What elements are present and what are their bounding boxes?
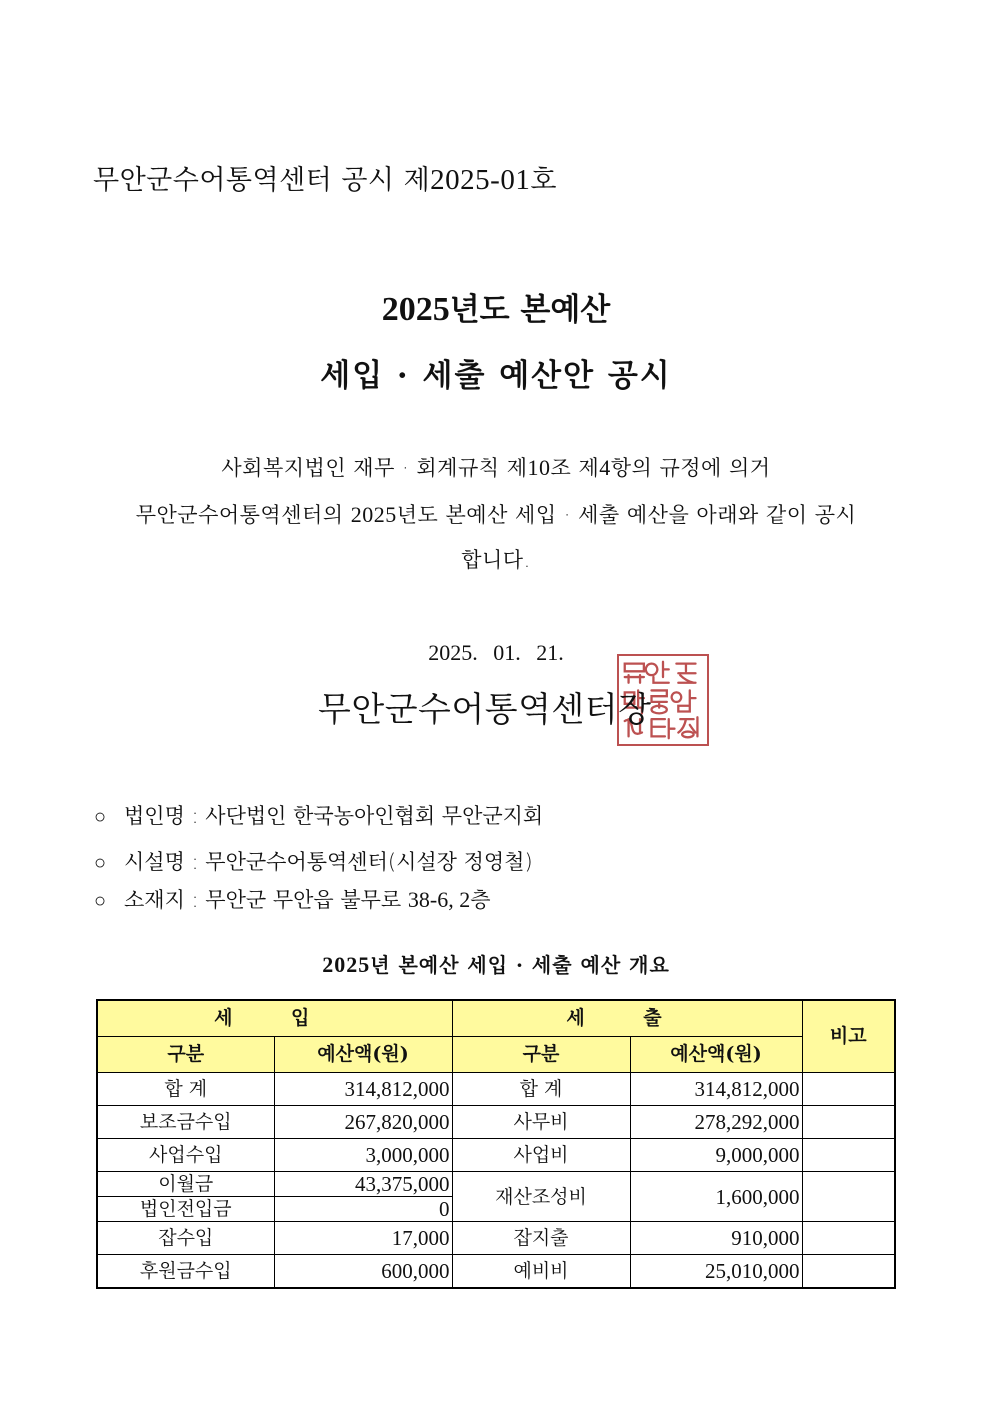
expense-label: 잡지출 [452, 1222, 630, 1255]
revenue-label: 사업수입 [97, 1139, 274, 1172]
expense-label: 재산조성비 [452, 1172, 630, 1222]
text: 년도 본예산 세입 · 세출 예산을 아래와 같이 공시 [396, 503, 857, 527]
circle-bullet-icon: ○ [94, 888, 107, 912]
table-row [97, 1172, 895, 1197]
expense-category-header: 구분 [452, 1037, 630, 1073]
revenue-amount-header: 예산액(원) [274, 1037, 452, 1073]
info-corporation [94, 800, 543, 830]
page-subtitle: 세입 · 세출 예산안 공시 [320, 358, 672, 394]
text: 사회복지법인 재무 · 회계규칙 제 [221, 456, 528, 480]
revenue-label: 보조금수입 [97, 1106, 274, 1139]
info-label: 법인명 [124, 804, 185, 828]
table-title [0, 949, 992, 978]
expense-total-amount: 314,812,000 [630, 1073, 802, 1106]
revenue-total-label: 합 계 [97, 1073, 274, 1106]
table-row-total [97, 1073, 895, 1106]
page-title [0, 284, 992, 329]
signatory-name: 무안군수어통역센터장 [318, 690, 652, 730]
remarks-cell [802, 1255, 895, 1289]
expense-label: 사업비 [452, 1139, 630, 1172]
separator: : [184, 804, 206, 828]
notice-number [93, 158, 557, 197]
info-value: 층 [470, 888, 491, 912]
expense-header [452, 1000, 802, 1037]
table-subheader-row [97, 1037, 895, 1073]
notice-number-value: 2025-01 [430, 164, 531, 196]
revenue-label: 법인전입금 [97, 1197, 274, 1222]
expense-amount: 9,000,000 [630, 1139, 802, 1172]
paragraph-line-3: 합니다. [461, 548, 531, 572]
table-title-text: 년 본예산 세입 · 세출 예산 개요 [370, 953, 670, 977]
expense-header-label: 세 출 [566, 1007, 688, 1029]
notice-suffix: 호 [530, 165, 557, 196]
revenue-header-label: 세 입 [214, 1007, 336, 1029]
info-facility [94, 846, 533, 876]
expense-amount: 1,600,000 [630, 1172, 802, 1222]
revenue-category-header: 구분 [97, 1037, 274, 1073]
remarks-cell [802, 1172, 895, 1222]
remarks-cell [802, 1073, 895, 1106]
paragraph-line-1 [0, 452, 992, 482]
expense-amount: 910,000 [630, 1222, 802, 1255]
year: 2025 [350, 502, 397, 527]
revenue-amount: 267,820,000 [274, 1106, 452, 1139]
text: 무안군수어통역센터의 [135, 503, 351, 527]
info-value-number: 38-6, 2 [407, 887, 471, 912]
separator: : [184, 888, 206, 912]
budget-table [96, 999, 896, 1289]
table-row [97, 1222, 895, 1255]
notice-date: 2025. 01. 21. [428, 640, 564, 665]
table-row [97, 1139, 895, 1172]
article-number: 10 [527, 455, 551, 480]
table-row [97, 1255, 895, 1289]
revenue-total-amount: 314,812,000 [274, 1073, 452, 1106]
expense-label: 사무비 [452, 1106, 630, 1139]
revenue-amount: 17,000 [274, 1222, 452, 1255]
clause-number: 4 [599, 455, 611, 480]
revenue-amount: 3,000,000 [274, 1139, 452, 1172]
separator: : [184, 850, 206, 874]
expense-total-label: 합 계 [452, 1073, 630, 1106]
expense-amount-header: 예산액(원) [630, 1037, 802, 1073]
text: 조 제 [550, 456, 600, 480]
revenue-amount: 43,375,000 [274, 1172, 452, 1197]
info-value: 무안군수어통역센터(시설장 정영철) [205, 850, 533, 874]
remarks-cell [802, 1222, 895, 1255]
title-rest: 년도 본예산 [449, 292, 611, 328]
revenue-amount: 600,000 [274, 1255, 452, 1289]
paragraph-line-2 [0, 499, 992, 529]
table-header-row [97, 1000, 895, 1037]
remarks-header: 비고 [802, 1000, 895, 1073]
text: 항의 규정에 의거 [610, 456, 771, 480]
revenue-label: 이월금 [97, 1172, 274, 1197]
circle-bullet-icon: ○ [94, 850, 107, 874]
info-value: 사단법인 한국농아인협회 무안군지회 [205, 804, 544, 828]
table-row [97, 1106, 895, 1139]
title-year: 2025 [381, 291, 450, 328]
revenue-label: 잡수입 [97, 1222, 274, 1255]
remarks-cell [802, 1139, 895, 1172]
notice-prefix: 무안군수어통역센터 공시 제 [93, 165, 431, 196]
info-label: 소재지 [124, 888, 185, 912]
table-title-year: 2025 [322, 952, 371, 977]
revenue-label: 후원금수입 [97, 1255, 274, 1289]
revenue-header [97, 1000, 452, 1037]
revenue-amount: 0 [274, 1197, 452, 1222]
expense-amount: 25,010,000 [630, 1255, 802, 1289]
expense-label: 예비비 [452, 1255, 630, 1289]
circle-bullet-icon: ○ [94, 804, 107, 828]
info-label: 시설명 [124, 850, 185, 874]
expense-amount: 278,292,000 [630, 1106, 802, 1139]
remarks-cell [802, 1106, 895, 1139]
info-value: 무안군 무안읍 불무로 [205, 888, 408, 912]
info-address [94, 884, 491, 914]
